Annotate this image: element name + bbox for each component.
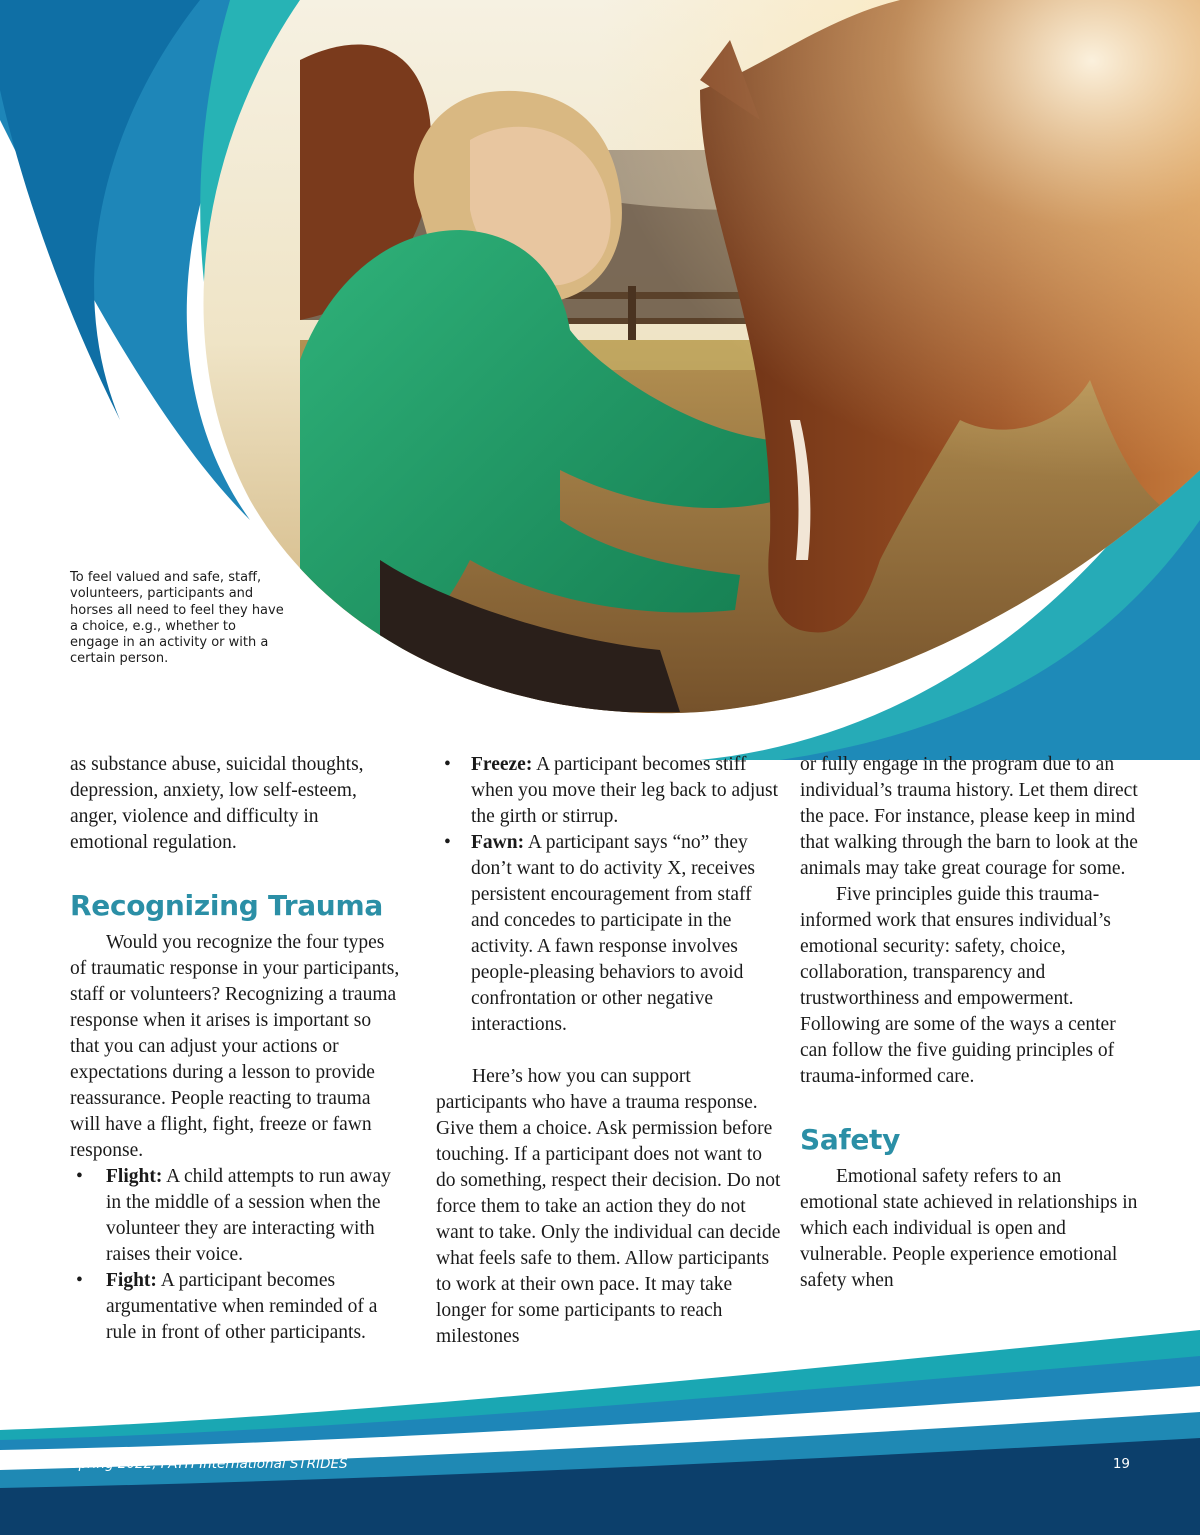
paragraph: Would you recognize the four types of traumatic response in your participants, staff or volunteers? Recognizing a trauma response when it arises is important so that you can adjust your actions or expectations during a lesson to provide reassurance. People reacting to trauma will have a flight, fight, freeze or fawn response.: [70, 932, 400, 1161]
trauma-response-list: [436, 752, 781, 1038]
list-text: A participant says “no” they don’t want to do activity X, receives persistent encouragement from staff and concedes to participate in the activity. A fawn response involves people-pleasing behaviors to avoid confrontation or other negative interactions.: [471, 832, 755, 1035]
list-term: Fawn:: [471, 832, 525, 853]
list-text: A participant becomes argumentative when reminded of a rule in front of other participants.: [106, 1270, 378, 1343]
text-column-2: [436, 752, 781, 1350]
list-term: Fight:: [106, 1270, 157, 1291]
list-item: [436, 830, 781, 1038]
section-heading-recognizing-trauma: Recognizing Trauma: [70, 889, 383, 922]
photo-caption: To feel valued and safe, staff, volunteers, participants and horses all need to feel they have a choice, e.g., whether to engage in an activity or with a certain person.: [70, 570, 284, 667]
list-text: A participant becomes stiff when you move their leg back to adjust the girth or stirrup.: [471, 754, 779, 827]
paragraph: Emotional safety refers to an emotional state achieved in relationships in which each individual is open and vulnerable. People experience emotional safety when: [800, 1166, 1138, 1291]
paragraph: Here’s how you can support participants who have a trauma response. Give them a choice. Ask permission before touching. If a participant does not want to do something, respect their decision. Do not force them to take an action they do not want to take. Only the individual can decide what feels safe to them. Allow participants to work at their own pace. It may take longer for some participants to reach milestones: [436, 1066, 781, 1347]
list-text: A child attempts to run away in the middle of a session when the volunteer they are interacting with raises their voice.: [106, 1166, 391, 1265]
list-term: Freeze:: [471, 754, 533, 775]
list-term: Flight:: [106, 1166, 163, 1187]
footer-publication: Spring 2022, PATH International STRIDES: [70, 1456, 348, 1472]
text-column-1: [70, 752, 400, 1346]
page-number: 19: [1112, 1456, 1130, 1472]
text-column-3: [800, 752, 1140, 1294]
list-item: [70, 1164, 400, 1268]
footer-wave-graphic: [0, 1320, 1200, 1535]
list-item: [436, 752, 781, 830]
paragraph: as substance abuse, suicidal thoughts, depression, anxiety, low self-esteem, anger, violence and difficulty in emotional regulation.: [70, 754, 364, 853]
trauma-response-list: [70, 1164, 400, 1346]
section-heading-safety: Safety: [800, 1123, 901, 1156]
paragraph: Five principles guide this trauma-informed work that ensures individual’s emotional security: safety, choice, collaboration, transparency and trustworthiness and empowerment. Following are some of the ways a center can follow the five guiding principles of trauma-informed care.: [800, 884, 1116, 1087]
paragraph: or fully engage in the program due to an individual’s trauma history. Let them direct the pace. For instance, please keep in mind that walking through the barn to look at the animals may take great courage for some.: [800, 754, 1138, 879]
